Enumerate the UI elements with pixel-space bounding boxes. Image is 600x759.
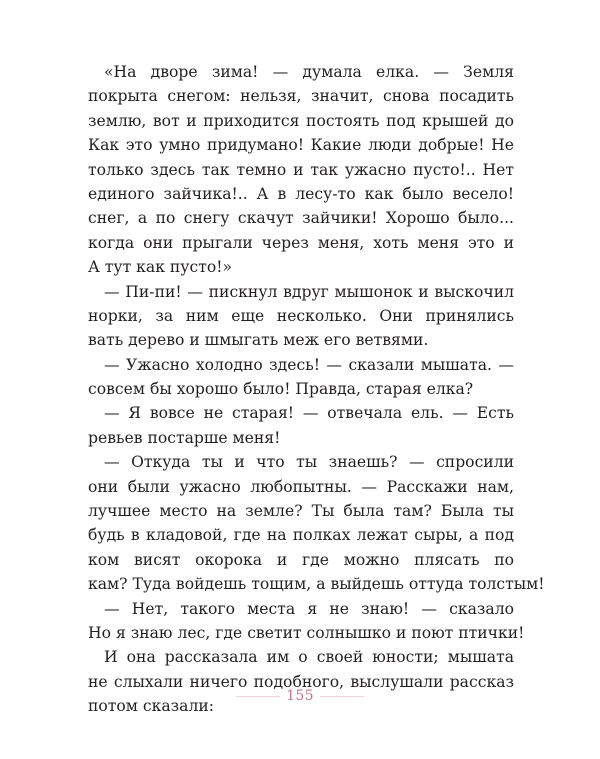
- text-line: «На дворе зима! — думала елка. — Земля: [104, 63, 514, 81]
- text-line: покрыта снегом: нельзя, значит, снова посадить: [88, 87, 514, 106]
- text-line: когда они прыгали через меня, хоть меня это и: [88, 233, 514, 252]
- text-line: потом сказали:: [88, 697, 215, 716]
- text-line: А тут как пусто!»: [88, 258, 233, 277]
- text-line: ком висят окорока и где можно плясать по: [88, 550, 514, 569]
- text-line: не слыхали ничего подобного, выслушали рассказ: [88, 672, 514, 691]
- text-line: — Откуда ты и что ты знаешь? — спросили: [104, 453, 514, 472]
- text-line: они были ужасно любопытны. — Расскажи нам,: [88, 477, 514, 496]
- folio-divider-left: [236, 696, 280, 697]
- text-line: И она рассказала им о своей юности; мышата: [104, 648, 514, 667]
- text-line: вать дерево и шмыгать меж его ветвями.: [88, 331, 429, 350]
- text-line: единого зайчика!.. А в лесу-то как было весело!: [88, 184, 514, 203]
- text-line: только здесь так темно и так ужасно пусто!.. Нет: [88, 160, 514, 179]
- folio-divider-right: [320, 696, 364, 697]
- text-line: лучшее место на земле? Ты была там? Была ты: [88, 502, 514, 521]
- text-line: — Ужасно холодно здесь! — сказали мышата. —: [104, 355, 514, 374]
- page-number: 155: [286, 688, 314, 704]
- text-line: — Я вовсе не старая! — отвечала ель. — Есть: [104, 404, 514, 423]
- text-line: землю, вот и приходится постоять под крышей до: [88, 111, 514, 130]
- text-line: Как это умно придумано! Какие люди добрые! Не: [88, 136, 514, 155]
- text-line: ревьев постарше меня!: [88, 428, 281, 447]
- text-line: — Пи-пи! — пискнул вдруг мышонок и выскочил: [104, 282, 514, 301]
- text-line: будь в кладовой, где на полках лежат сыры, а под: [88, 526, 514, 545]
- text-line: норки, за ним еще несколько. Они принялись: [88, 306, 514, 325]
- text-line: кам? Туда войдешь тощим, а выйдешь оттуда толстым!: [88, 575, 545, 594]
- text-line: Но я знаю лес, где светит солнышко и поют птички!: [88, 623, 525, 642]
- page-footer: [0, 684, 600, 708]
- text-line: совсем бы хорошо было! Правда, старая елка?: [88, 380, 474, 399]
- text-line: снег, а по снегу скачут зайчики! Хорошо было...: [88, 209, 514, 228]
- body-text: [88, 60, 545, 719]
- text-line: — Нет, такого места я не знаю! — сказало: [104, 599, 514, 618]
